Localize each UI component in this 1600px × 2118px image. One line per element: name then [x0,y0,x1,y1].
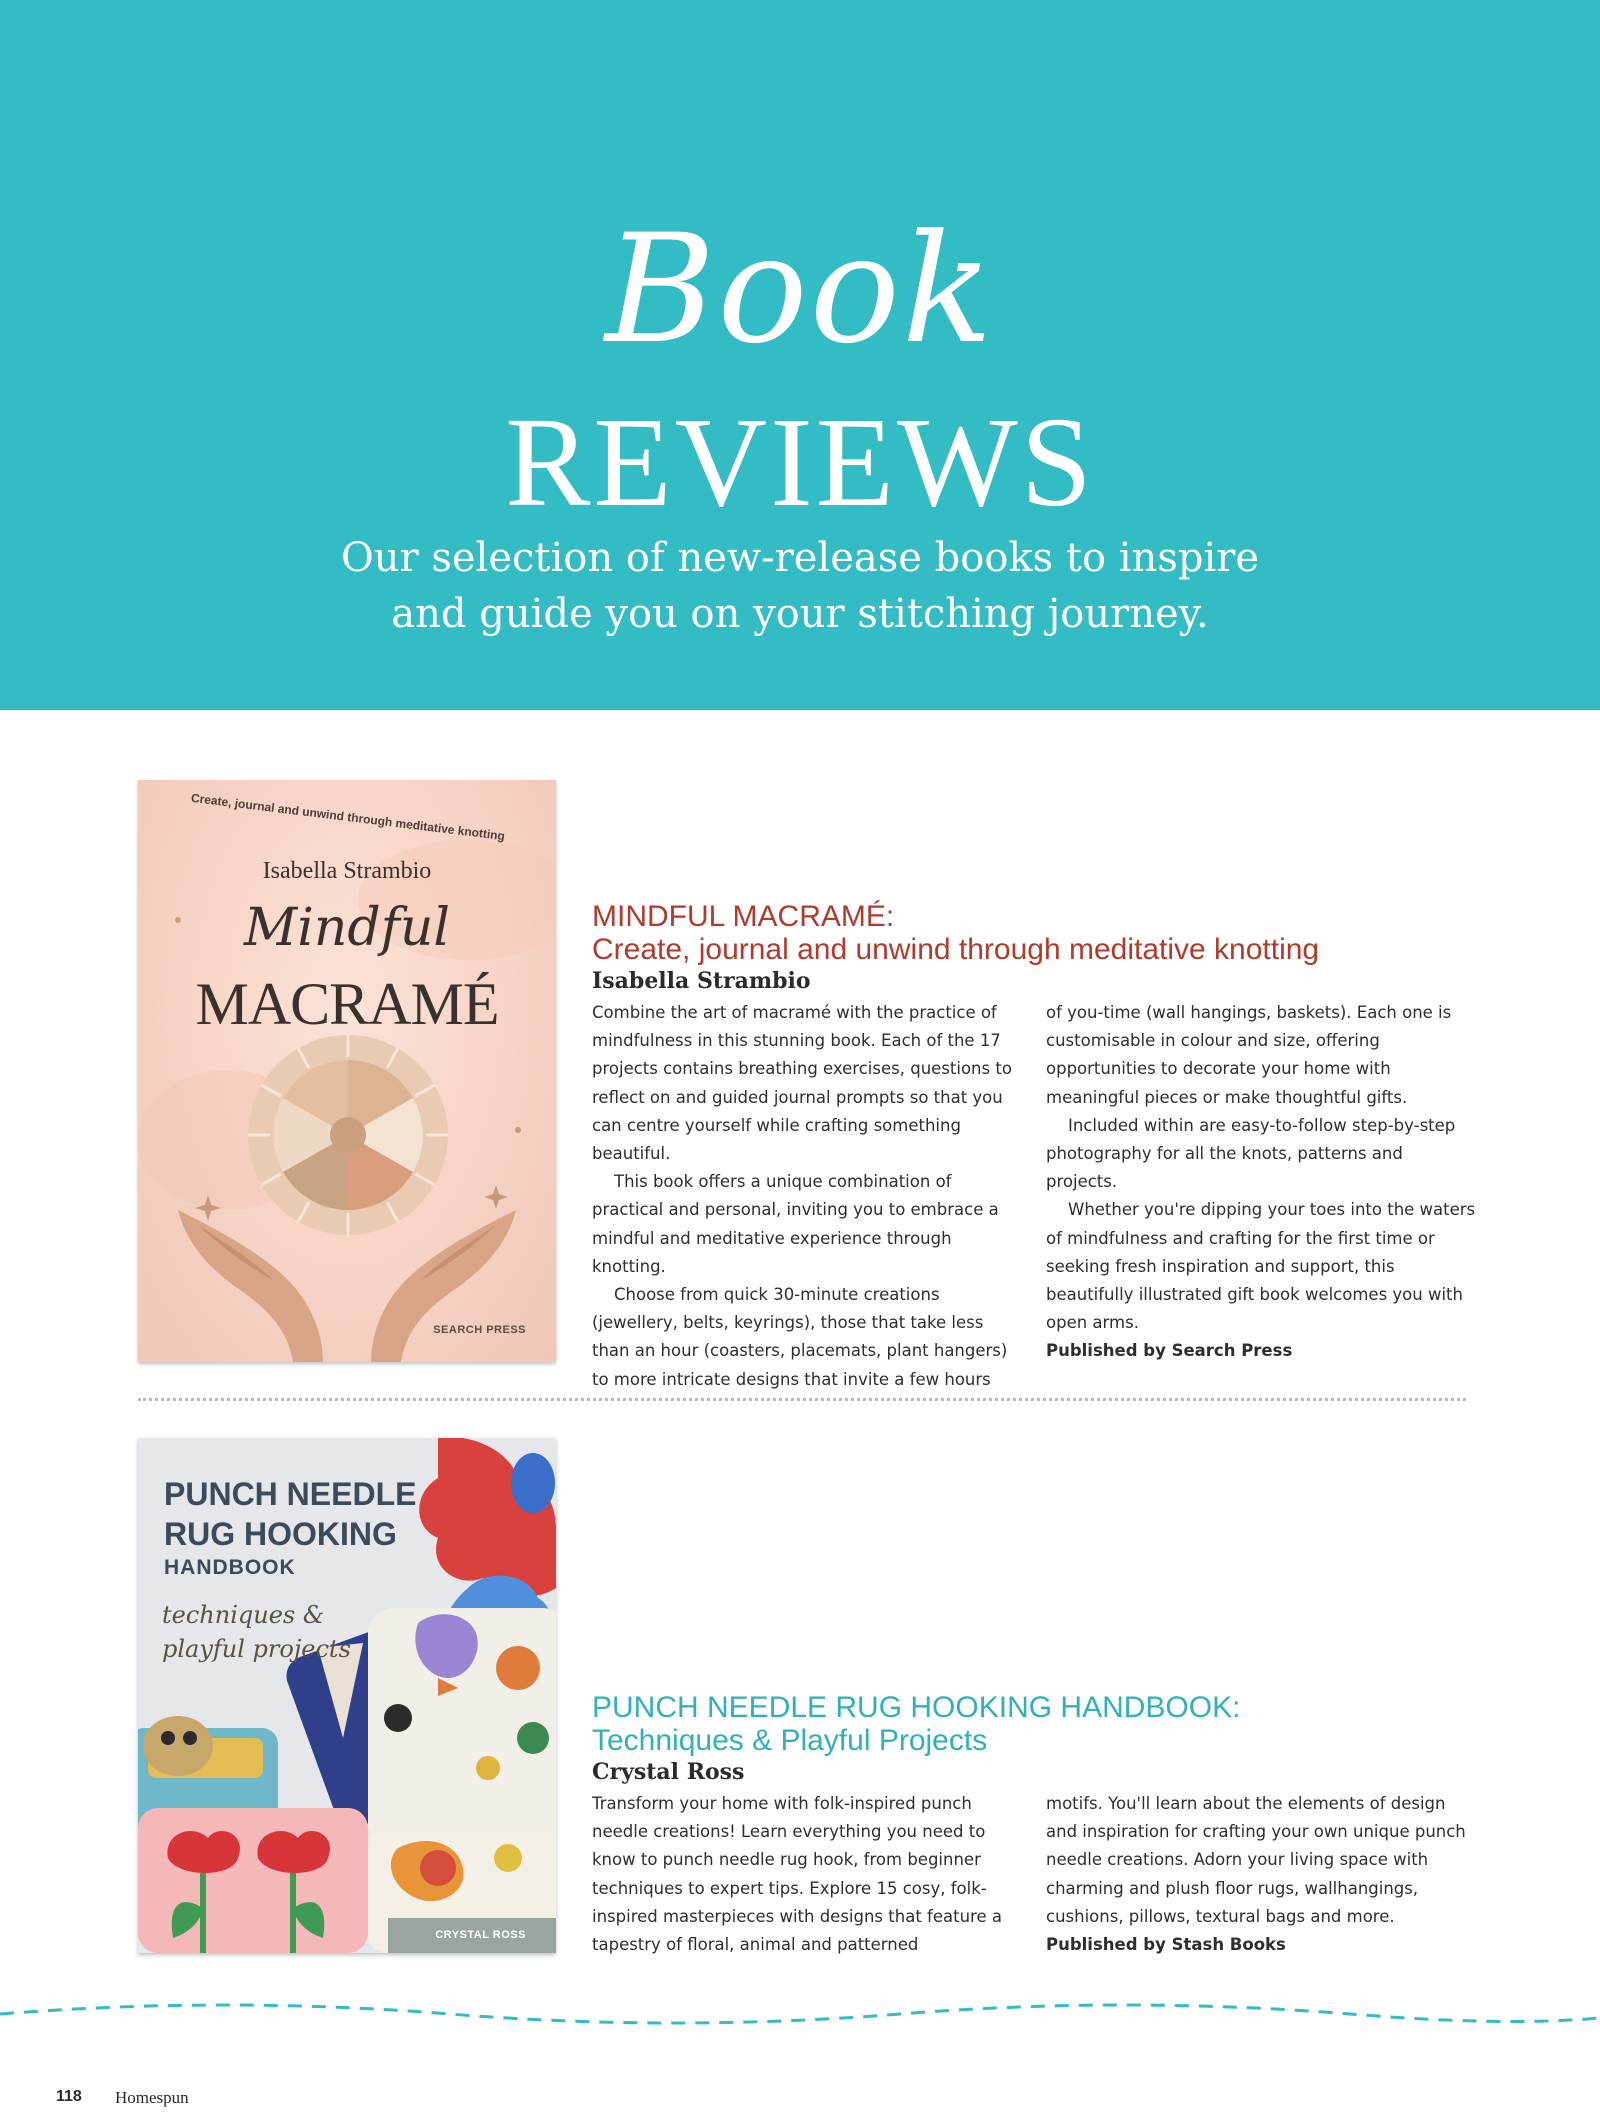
macrame-mandala-icon [248,1035,448,1235]
page-title: REVIEWS [505,391,1095,533]
cover-publisher: CRYSTAL ROSS [435,1929,526,1941]
cover-script-line-2: playful projects [162,1635,351,1663]
review-heading-line-2: Techniques & Playful Projects [592,1724,988,1757]
publisher-credit: Published by Stash Books [1046,1935,1286,1955]
cover-title [164,1474,524,1554]
review-heading [592,1691,1492,1757]
review-column-2 [1046,999,1476,1366]
review-paragraph: Transform your home with folk-inspired punch needle creations! Learn everything you need to know to punch needle rug hook, from beginner techniques to expert tips. Explore 15 cosy, folk-inspired masterpieces with designs that feature a tapestry of floral, animal and patterned [592,1794,1002,1955]
publisher-credit: Published by Search Press [1046,1341,1293,1361]
subtitle-line-2: and guide you on your stitching journey. [391,591,1209,637]
review-paragraph: This book offers a unique combination of practical and personal, inviting you to embrace a mindful and meditative experience through knotting. [592,1172,999,1276]
review-author: Isabella Strambio [592,968,811,994]
review-heading-line-2: Create, journal and unwind through meditative knotting [592,933,1320,966]
cover-big-title: MACRAMÉ [195,971,499,1037]
script-title: Book [605,203,995,377]
review-paragraph: Choose from quick 30-minute creations (jewellery, belts, keyrings), those that take less than an hour (coasters, placemats, plant hangers) to more intricate designs that invite a few hours [592,1285,1008,1389]
cover-subtitle: HANDBOOK [164,1556,296,1579]
cover-script [162,1598,462,1666]
subtitle-line-1: Our selection of new-release books to inspire [340,535,1260,581]
review-heading-line-1: MINDFUL MACRAMÉ: [592,900,895,933]
cover-publisher: SEARCH PRESS [433,1324,526,1336]
review-author: Crystal Ross [592,1759,745,1785]
section-divider [138,1398,1466,1401]
book-cover-mindful-macrame [138,780,556,1362]
cover-title-line-1: PUNCH NEEDLE [164,1476,417,1512]
review-paragraph: Combine the art of macramé with the practice of mindfulness in this stunning book. Each of the 17 projects contains breathing exercises, questions to reflect on and guided journal prompts so that you can centre yourself while crafting something beautiful. [592,1003,1012,1164]
review-paragraph: of you-time (wall hangings, baskets). Each one is customisable in colour and size, offering opportunities to decorate your home with meaningful pieces or make thoughtful gifts. [1046,1003,1452,1107]
review-column-1 [592,999,1022,1394]
review-paragraph: motifs. You'll learn about the elements of design and inspiration for crafting your own unique punch needle creations. Adorn your living space with charming and plush floor rugs, wallhangings, cushions, pillows, textural bags and more. [1046,1794,1466,1926]
review-column-1 [592,1790,1022,1959]
cover-script-title: Mindful [243,898,451,958]
book-cover-punch-needle [138,1438,556,1953]
cover-title-line-2: RUG HOOKING [164,1516,397,1552]
wave-divider [0,2000,1600,2030]
header-band [0,0,1600,710]
review-paragraph: Whether you're dipping your toes into the waters of mindfulness and crafting for the first time or seeking fresh inspiration and support, this beautifully illustrated gift book welcomes you with open arms. [1046,1200,1476,1333]
review-column-2 [1046,1790,1476,1959]
page-subtitle [250,530,1350,642]
cover-author: Isabella Strambio [262,858,432,884]
magazine-name: Homespun [115,2088,189,2107]
review-paragraph: Included within are easy-to-follow step-by-step photography for all the knots, patterns and projects. [1046,1115,1456,1192]
cover-tagline: Create, journal and unwind through meditative knotting [190,790,506,844]
review-heading [592,900,1492,966]
page-number: 118 [56,2088,82,2105]
review-heading-line-1: PUNCH NEEDLE RUG HOOKING HANDBOOK: [592,1691,1241,1724]
cover-script-line-1: techniques & [162,1601,325,1629]
